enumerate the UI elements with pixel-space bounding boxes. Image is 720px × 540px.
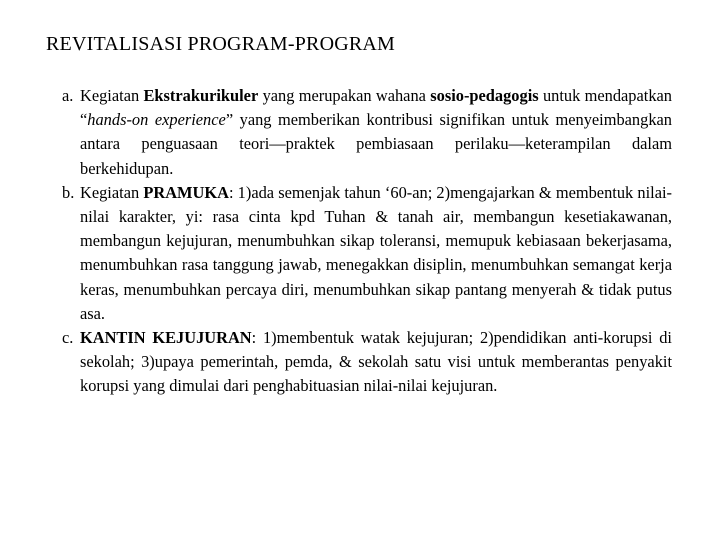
list-item-a	[62, 84, 672, 181]
item-text-part: ” yang memberikan kontribusi signifikan untuk menyeimbangkan antara penguasaan teori—praktek pembiasaan perilaku—keterampilan dalam berkehidupan.	[80, 110, 672, 178]
item-text-bold: KANTIN KEJUJURAN	[80, 328, 252, 348]
item-text-bold: sosio-pedagogis	[430, 86, 539, 105]
item-text-part: : 1)membentuk watak kejujuran; 2)pendidikan anti-korupsi di sekolah; 3)upaya pemerintah, pemda, & sekolah satu visi untuk memberantas penyakit korupsi yang dimulai dari penghabituasian nilai-nilai kejujuran.	[80, 328, 672, 396]
item-text-part: : 1)ada semenjak tahun ‘60-an; 2)mengajarkan & membentuk nilai-nilai karakter, yi: rasa cinta kpd Tuhan & tanah air, membangun kesetiakawanan, membangun kejujuran, menumbuhkan sikap toleransi, memupuk kebiasaan bekerjasama, menumbuhkan rasa tanggung jawab, menegakkan disiplin, menumbuhkan semangat kerja keras, menumbuhkan percaya diri, menumbuhkan sikap pantang menyerah & tidak putus asa.	[80, 182, 672, 323]
item-text-part: untuk mendapatkan “	[80, 86, 672, 130]
program-list	[62, 84, 672, 399]
item-text-part: Kegiatan	[80, 86, 144, 105]
item-text-part: yang merupakan wahana	[258, 86, 431, 105]
item-text-bold: PRAMUKA	[143, 182, 229, 202]
item-text-part: Kegiatan	[80, 182, 144, 202]
list-marker: a.	[62, 86, 74, 105]
item-text-italic: hands-on experience	[87, 110, 226, 130]
list-item-b	[62, 181, 672, 326]
slide-title: REVITALISASI PROGRAM-PROGRAM	[46, 33, 396, 55]
list-item-c	[62, 326, 672, 399]
list-marker: c.	[62, 328, 74, 348]
list-marker: b.	[62, 182, 75, 202]
item-text-bold: Ekstrakurikuler	[143, 86, 259, 105]
